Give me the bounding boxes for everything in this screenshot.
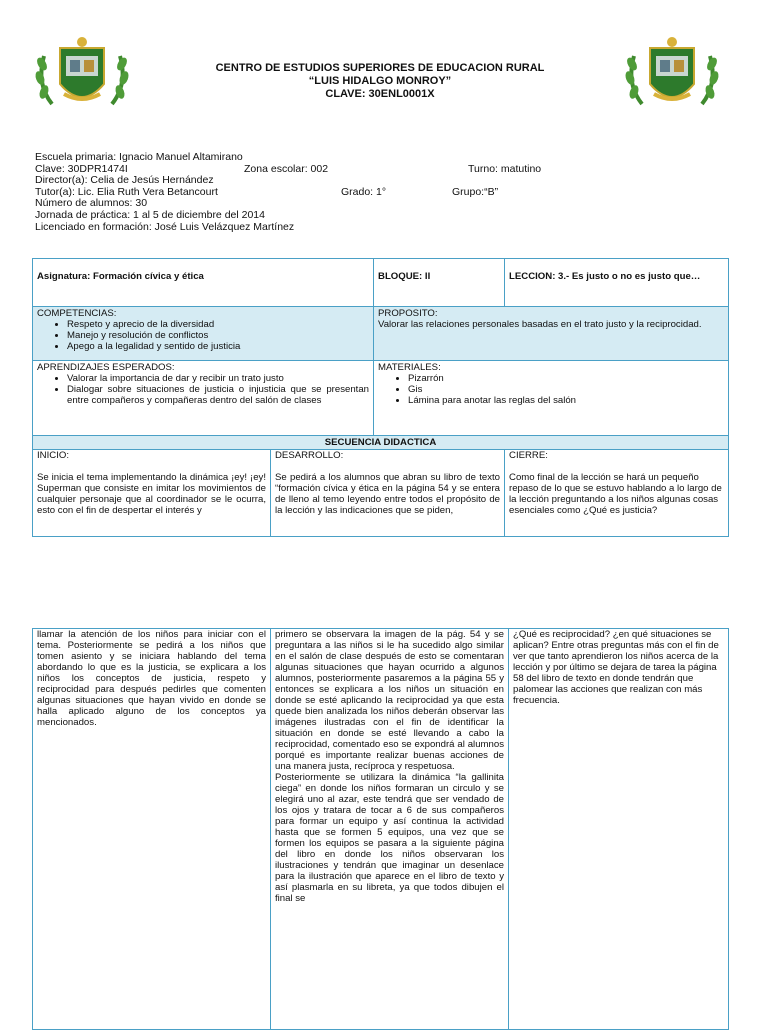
didactic-sequence-heading: SECUENCIA DIDACTICA [33,436,729,450]
closure-title: CIERRE: [509,450,548,461]
institution-code: CLAVE: 30ENL0001X [325,88,435,100]
competency-item: • Manejo y resolución de conflictos [67,330,369,341]
development-text: Se pedirá a los alumnos que abran su libro de texto “formación cívica y ética en la página 54 y se entera de lleno al temo leyendo entre todos el propósito de la lección y las indicaciones que se piden, [275,472,501,516]
competencies-cell [33,307,374,361]
lesson-cell: LECCION: 3.- Es justo o no es justo que… [505,259,729,307]
purpose-title: PROPOSITO: [378,308,438,319]
tutor: Tutor(a): Lic. Elia Ruth Vera Betancourt [35,185,218,198]
competencies-title: COMPETENCIAS: [37,308,117,319]
group: Grupo:“B” [452,185,499,198]
development-title: DESARROLLO: [275,450,344,461]
school-crest-logo-right [622,34,722,112]
school-zone: Zona escolar: 002 [244,162,329,175]
continuation-table [32,628,729,1030]
school-name: Escuela primaria: Ignacio Manuel Altamirano [35,151,243,163]
school-code: Clave: 30DPR1474I [35,162,128,175]
school-shift: Turno: matutino [468,162,542,175]
subject-cell: Asignatura: Formación cívica y ética [33,259,374,307]
school-info [35,152,735,233]
learning-outcome-item: • Dialogar sobre situaciones de justicia o injusticia que se presentan entre compañeros y compañeras dentro del salón de clases [67,384,369,406]
development-continued-cell [271,629,509,1030]
grade: Grado: 1° [341,185,387,198]
purpose-cell [374,307,729,361]
block-cell: BLOQUE: II [374,259,505,307]
institution-name: CENTRO DE ESTUDIOS SUPERIORES DE EDUCACION RURAL [215,62,545,74]
lesson-plan-table [32,258,729,537]
start-continued-text: llamar la atención de los niños para iniciar con el tema. Posteriormente se pedirá a los niños que tomen asiento y se iniciara hablando del tema abordando lo que es la justicia, se explicara a los niños los conceptos de justicia, respeto y reciprocidad para después pedirles que comenten algunas situaciones que hayan vivido en donde se halla aplicado alguno de los conceptos ya mencionados. [37,629,266,728]
purpose-text: Valorar las relaciones personales basadas en el trato justo y la reciprocidad. [378,319,702,330]
material-item: • Lámina para anotar las reglas del salón [408,395,724,406]
director: Director(a): Celia de Jesús Hernández [35,174,214,187]
closure-continued-text: ¿Qué es reciprocidad? ¿en qué situaciones se aplican? Entre otras preguntas más con el fin de ver que tanto aprendieron los niños acerca de la lección y por último se dejara de tarea la página 58 del libro de texto en donde tendrán que palomear las acciones que realizan con más frecuencia. [513,629,719,706]
start-title: INICIO: [37,450,69,461]
learning-outcomes-title: APRENDIZAJES ESPERADOS: [37,362,175,373]
trainee-teacher: Licenciado en formación: José Luis Velázquez Martínez [35,220,295,233]
start-continued-cell [33,629,271,1030]
institution-subname: “LUIS HIDALGO MONROY” [308,75,452,87]
document-header [150,62,610,101]
start-text: Se inicia el tema implementando la dinámica ¡ey! ¡ey! Superman que consiste en imitar los movimientos de cualquier personaje que al coordinador se le ocurra, esto con el fin de despertar el interés y [37,472,266,516]
closure-continued-cell [509,629,729,1030]
material-item: • Gis [408,384,724,395]
learning-outcome-item: • Valorar la importancia de dar y recibir un trato justo [67,373,369,384]
competency-item: • Apego a la legalidad y sentido de justicia [67,341,369,352]
closure-cell [505,450,729,537]
materials-cell [374,361,729,436]
material-item: • Pizarrón [408,373,724,384]
development-continued-text: primero se observara la imagen de la pág. 54 y se preguntara a las niños si le ha sucedido algo similar en el salón de clase después de esto se comentaran algunas situaciones que hayan ocurrido a algunos alumnos, posteriormente pasaremos a la página 55 y entonces se explicara a los niños un situación en donde se esté aplicando la reciprocidad ya que esta quede bien analizada los niños deberán observar las imágenes ilustradas con el fin de identificar la situación en donde se esté llevando a cabo la reciprocidad, comentado eso se expondrá al alumnos porqué es importante realizar buenas acciones de una manera justa, recíproca y respetuosa. [275,629,504,772]
practice-dates: Jornada de práctica: 1 al 5 de diciembre del 2014 [35,208,265,221]
competency-item: • Respeto y aprecio de la diversidad [67,319,369,330]
development-dynamic-text: Posteriormente se utilizara la dinámica “la gallinita ciega” en donde los niños formaran un circulo y se elegirá uno al azar, este tendrá que ser vendado de los ojos y tratara de tocar a 6 de sus compañeros para formar un equipo y así continua la actividad hasta que se formen 5 equipos, una vez que se formen los equipos se pasara a la siguiente página del libro en donde los niños observaran los ilustraciones y tendrán que imaginar un desenlace para la ilustración que aparece en el libro de texto y así plasmarla en su libreta, ya que todos dibujen el final se [275,772,504,904]
start-cell [33,450,271,537]
closure-text: Como final de la lección se hará un pequeño repaso de lo que se estuvo hablando a lo largo de la lección preguntando a los niños algunas cosas esenciales como ¿Qué es justicia? [509,472,722,516]
development-cell [271,450,505,537]
student-count: Número de alumnos: 30 [35,197,148,210]
learning-outcomes-cell [33,361,374,436]
materials-title: MATERIALES: [378,362,441,373]
school-crest-logo-left [32,34,132,112]
